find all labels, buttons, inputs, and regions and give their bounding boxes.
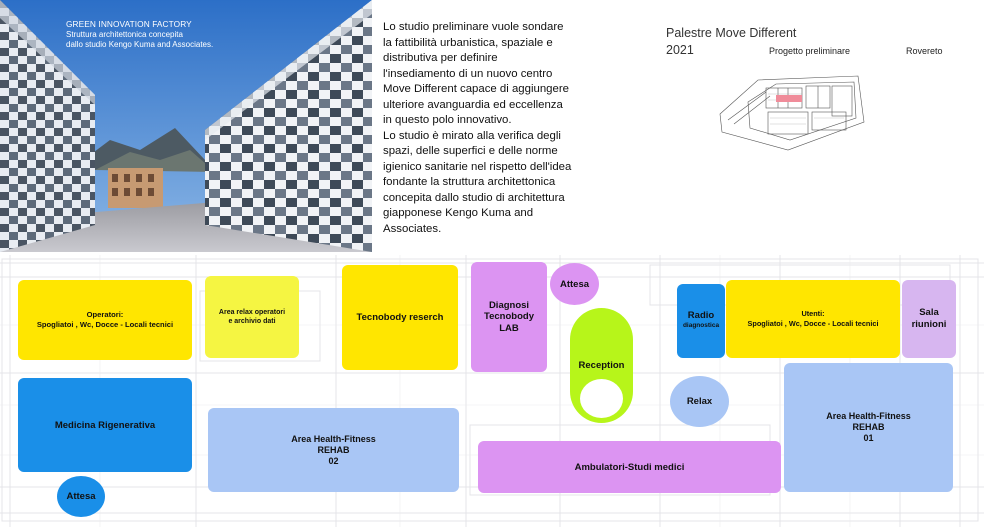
project-title: Palestre Move Different [666, 26, 797, 40]
description-paragraph: Lo studio è mirato alla verifica degli spazi, delle superfici e delle norme igienico sanitarie nel rispetto dell'idea fondante la struttura architettonica concepita dallo studio di architettura giapponese Kengo Kuma and Associates. [383, 129, 572, 235]
room-rehab-02[interactable] [208, 408, 459, 492]
room-relax[interactable] [670, 376, 729, 427]
project-description [383, 20, 573, 237]
project-city: Rovereto [906, 46, 943, 56]
room-operatori[interactable] [18, 280, 192, 360]
photo-caption-line: Struttura architettonica concepita [66, 29, 183, 39]
site-plan-map [718, 62, 868, 152]
room-area-relax[interactable] [205, 276, 299, 358]
photo-caption-title: GREEN INNOVATION FACTORY [66, 19, 192, 29]
room-sala-riunioni[interactable] [902, 280, 956, 358]
reception-desk [580, 379, 623, 418]
room-relax-label: Relax [686, 396, 713, 407]
room-ambulatori-studi-medici[interactable] [478, 441, 781, 493]
room-rehab-02-label: Area Health-Fitness REHAB 02 [291, 433, 376, 466]
room-attesa-top[interactable] [550, 263, 599, 305]
room-radio-label: Radio [687, 310, 715, 321]
room-reception-label: Reception [578, 360, 625, 371]
room-diagnosi-label: Diagnosi Tecnobody LAB [484, 299, 534, 334]
project-year: 2021 [666, 43, 694, 57]
description-paragraph: Lo studio preliminare vuole sondare la fattibilità urbanistica, spaziale e distributiva per definire l'insediamento di un nuovo centro Move Different capace di aggiungere ulteriore avanguardia ed eccellenza in questo polo innovativo. [383, 21, 569, 126]
room-attesa-bottom-label: Attesa [66, 491, 96, 502]
room-attesa-bottom[interactable] [57, 476, 105, 517]
room-tecnobody-reserch[interactable] [342, 265, 458, 370]
room-diagnosi-tecnobody-lab[interactable] [471, 262, 547, 372]
photo-caption [66, 19, 213, 51]
room-ambulatori-label: Ambulatori-Studi medici [574, 461, 685, 473]
project-phase: Progetto preliminare [769, 46, 851, 56]
room-radio-sub-label: diagnostica [682, 322, 720, 329]
room-rehab-01[interactable] [784, 363, 953, 492]
room-tecnobody-reserch-label: Tecnobody reserch [356, 312, 444, 323]
room-utenti-label: Utenti: Spogliatoi , Wc, Docce - Locali tecnici [747, 309, 879, 328]
photo-caption-line: dallo studio Kengo Kuma and Associates. [66, 40, 214, 49]
room-sala-riunioni-label: Sala riunioni [911, 307, 947, 330]
room-attesa-top-label: Attesa [559, 278, 590, 290]
room-area-relax-label: Area relax operatori e archivio dati [218, 308, 286, 325]
room-utenti[interactable] [726, 280, 900, 358]
room-operatori-label: Operatori: Spogliatoi , Wc, Docce - Locali tecnici [36, 310, 174, 329]
room-medicina-label: Medicina Rigenerativa [54, 419, 156, 431]
building-photo [0, 0, 372, 252]
room-medicina-rigenerativa[interactable] [18, 378, 192, 472]
site-plan-highlight [776, 95, 802, 102]
room-rehab-01-label: Area Health-Fitness REHAB 01 [826, 411, 911, 443]
room-radio-diagnostica[interactable] [677, 284, 725, 358]
